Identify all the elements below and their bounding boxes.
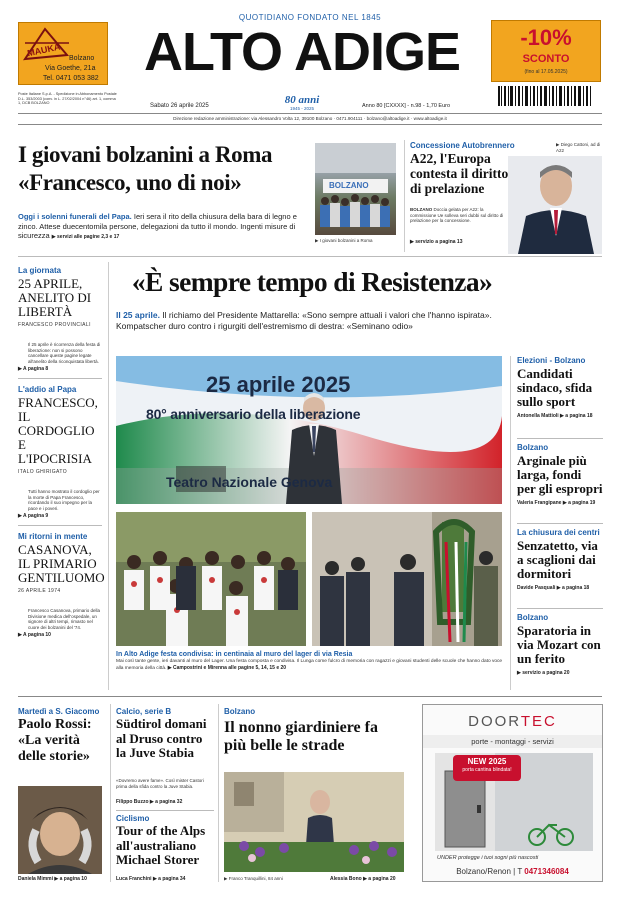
main-lead-bold: Il 25 aprile. (116, 310, 160, 320)
top-lead (18, 212, 312, 243)
students-icon (116, 512, 306, 646)
left-s2-headline[interactable]: FRANCESCO, IL CORDOGLIO E L'IPOCRISIA (18, 395, 98, 466)
masthead-address: Direzione redazione amministrazione: via Alessandro Volta 12, 39100 Bolzano · 0471.904111 · bolzano@altoadige.it · www.altoadige.it (173, 116, 447, 121)
main-lead-text: Il richiamo del Presidente Mattarella: «Sono sempre attuali i valori che l'hanno ispirata». Kompatscher duro contro i rigurgiti dell'estremismo di destra: «Seminano odio» (116, 310, 492, 331)
left-column (18, 262, 105, 692)
nonno-kicker: Bolzano (224, 707, 256, 716)
anni-logo (262, 94, 342, 111)
masthead-tagline: QUOTIDIANO FONDATO NEL 1845 (238, 13, 382, 22)
doortec-badge-2: porta cantina blindata! (462, 767, 512, 773)
right-item-3-headline[interactable]: Senzatetto, via a scaglioni dai dormitori (517, 538, 598, 581)
right-item-2-ref[interactable]: Valeria Frangipane ▶ a pagina 19 (517, 500, 596, 506)
a22-sub (410, 207, 504, 224)
left-s3-body: Francesco Casanova, primario della Divisione medica dell'ospedale, un signore di altri tempi, rimasto nel cuore dei bolzanini del '74. (28, 608, 101, 630)
rossi-kicker: Martedì a S. Giacomo (18, 707, 100, 716)
headline-top-1[interactable]: I giovani bolzanini a Roma (18, 142, 273, 167)
nonno-headline[interactable]: Il nonno giardiniere fa più belle le strade (224, 719, 378, 754)
sconto-pct: -10% (520, 25, 572, 50)
right-item-1-ref[interactable]: Antonella Mattioli ▶ a pagina 18 (517, 413, 593, 419)
main-caption (116, 652, 508, 672)
left-s3-kicker: Mi ritorni in mente (18, 532, 88, 541)
postal-notice: Poste Italiane S.p.A. - Spedizione in Abbonamento Postale D.L. 353/2003 (conv. in L. 27/02/2004 n°46) art. 1, comma 1, DCB BOLZANO (18, 92, 117, 105)
a22-sub-bold: BOLZANO (410, 207, 433, 212)
wreath-ceremony-icon (312, 512, 502, 646)
left-s3-ref[interactable]: ▶ A pagina 10 (18, 632, 51, 638)
gardener-icon (224, 772, 404, 872)
right-column (517, 356, 603, 692)
barcode-icon (498, 86, 598, 108)
anni-years: 1945 - 2025 (289, 106, 315, 111)
ad-sconto[interactable] (491, 20, 601, 82)
right-item-4[interactable] (517, 613, 603, 676)
photo-students (116, 512, 306, 646)
main-caption-text: Mai così tante gente, ieri davanti al muro del Lager. Una festa composta e condivisa. Il Lunga come fulcro di memoria con ragazzi e giovani studenti delle scuole che hanno dato voce alla memoria della città. (116, 659, 503, 671)
left-s1-body: Il 25 aprile è ricorrenza della festa di liberazione: non si possono cancellare queste pagine legate all'anelito della riconquistata libertà. (28, 342, 101, 364)
masthead-title: ALTO ADIGE (143, 22, 460, 82)
issue-date: Sabato 26 aprile 2025 (150, 103, 209, 109)
mauka-brand: MAUKA (26, 41, 62, 59)
masthead (0, 0, 620, 110)
doortec-logo-a: DOOR (468, 713, 521, 730)
photo-cattoni (508, 156, 602, 254)
photo-wreath (312, 512, 502, 646)
top-lead-text: Ieri sera il rito della chiusura della bara di legno e zinco. Attese duecentomila persone, delegazioni da tutto il mondo. Ingenti misure di sicurezza (18, 212, 297, 240)
a22-caption: ▶ Diego Cattoni, ad di A22 (556, 142, 601, 153)
right-item-3-kicker: La chiusura dei centri (517, 528, 600, 537)
doortec-footer: Bolzano/Renon | T 0471346084 (456, 867, 569, 876)
ciclismo-headline[interactable]: Tour of the Alps all'australiano Michael Storer (116, 823, 206, 867)
nonno-caption: ▶ Franco Tranquillini, 84 anni (224, 876, 283, 881)
right-item-1-kicker: Elezioni - Bolzano (517, 356, 586, 365)
photo-rome-youth (315, 143, 396, 235)
photo-paolo-rossi (18, 786, 102, 874)
ad-mauka[interactable] (18, 22, 108, 85)
doortec-badge (453, 755, 521, 781)
right-item-2[interactable] (517, 443, 603, 523)
issue-info: Anno 80 [CXXXX] - n.98 - 1,70 Euro (362, 103, 451, 109)
right-item-3-ref[interactable]: Davide Pasquali ▶ a pagina 18 (517, 585, 590, 591)
left-s1-ref[interactable]: ▶ A pagina 8 (18, 366, 49, 372)
ciclismo-ref[interactable]: Luca Franchini ▶ a pagina 34 (116, 876, 186, 882)
right-item-1-headline[interactable]: Candidati sindaco, sfida sullo sport (517, 366, 593, 409)
doortec-city: Bolzano/Renon (456, 867, 511, 876)
sconto-note: (fino al 17.05.2025) (524, 69, 568, 75)
left-s3-author: 26 APRILE 1974 (18, 588, 61, 594)
calcio-headline[interactable]: Südtirol domani al Druso contro la Juve Stabia (116, 716, 207, 760)
main-lead (116, 310, 508, 332)
doortec-logo-b: TEC (520, 713, 557, 730)
left-s1-author: FRANCESCO PROVINCIALI (18, 322, 91, 328)
ad-doortec[interactable] (422, 704, 603, 882)
right-item-1[interactable] (517, 356, 603, 438)
left-s2-author: ITALO GHIRIGATO (18, 469, 68, 475)
left-s2-ref[interactable]: ▶ A pagina 9 (18, 513, 49, 519)
nonno-ref[interactable]: Alessia Bono ▶ a pagina 20 (330, 876, 396, 882)
anni-label: 80 anni (284, 94, 320, 106)
banner-anniversary: 80° anniversario della liberazione (146, 406, 361, 422)
calcio-body: «Dovremo avere fame». Così mister Castori prima della sfida contro la Juve Stabia. (116, 778, 204, 789)
doortec-logo (423, 713, 602, 730)
doortec-services: porte - montaggi - servizi (423, 735, 602, 748)
left-s1-kicker: La giornata (18, 266, 62, 275)
photo-rome-caption: ▶ I giovani bolzanini a Roma (315, 238, 373, 243)
left-s2-body: Tutti hanno mostrato il cordoglio per la morte di Papa Francesco, ricordando il suo impegno per la pace e i poveri. (28, 489, 100, 511)
ciclismo-kicker: Ciclismo (116, 814, 150, 823)
banner-theatre: Teatro Nazionale Genova (166, 474, 333, 490)
a22-ref[interactable]: ▶ servizio a pagina 13 (410, 239, 463, 245)
doortec-tel: 0471346084 (524, 867, 569, 876)
right-item-4-kicker: Bolzano (517, 613, 549, 622)
photo-gardener (224, 772, 404, 872)
left-s3-headline[interactable]: CASANOVA, IL PRIMARIO GENTILUOMO (18, 542, 105, 585)
banner-date: 25 aprile 2025 (206, 372, 351, 397)
top-lead-bold: Oggi i solenni funerali del Papa. (18, 212, 132, 221)
headline-top-2[interactable]: «Francesco, uno di noi» (18, 170, 242, 195)
top-ref[interactable]: ▶ servizi alle pagine 2,3 e 17 (51, 234, 120, 240)
main-caption-bold: In Alto Adige festa condivisa: in centinaia al muro del lager di via Resia (116, 651, 353, 658)
left-s1-headline[interactable]: 25 APRILE, ANELITO DI LIBERTÀ (18, 276, 92, 319)
sconto-label: SCONTO (522, 53, 570, 65)
main-headline[interactable]: «È sempre tempo di Resistenza» (131, 266, 493, 297)
right-item-4-ref[interactable]: ▶ servizio a pagina 20 (517, 670, 570, 676)
mauka-city: Bolzano (69, 55, 95, 62)
calcio-ref[interactable]: Filippo Buzzo ▶ a pagina 32 (116, 799, 183, 805)
a22-kicker: Concessione Autobrennero (410, 141, 515, 150)
photo-mattarella (116, 356, 502, 504)
a22-headline[interactable]: A22, l'Europa contesta il diritto di prelazione (410, 151, 509, 196)
left-s2-kicker: L'addio al Papa (18, 385, 77, 394)
a22-sub-text: Doccia gelata per A22: la commissione Ue solleva seri dubbi sul diritto di prelazione per la concessione. (410, 207, 504, 223)
doortec-badge-1: NEW 2025 (467, 757, 507, 766)
photo-banner: BOLZANO (329, 181, 369, 190)
mauka-tel: Tel. 0471 053 382 (43, 75, 99, 82)
right-item-4-headline[interactable]: Sparatoria in via Mozart con un ferito (517, 623, 601, 666)
main-ref[interactable]: ▶ Campostrini e Mirenna alle pagine 5, 14, 15 e 20 (167, 665, 287, 671)
right-item-2-headline[interactable]: Arginale più larga, fondi per gli espropri (517, 453, 603, 496)
portrait-icon (508, 156, 602, 254)
rossi-ref[interactable]: Daniela Mimmi ▶ a pagina 10 (18, 876, 87, 882)
calcio-kicker: Calcio, serie B (116, 707, 172, 716)
right-item-3[interactable] (517, 528, 603, 608)
mauka-street: Via Goethe, 21a (45, 65, 96, 72)
portrait-icon (18, 786, 102, 874)
doortec-tagline: UNDER protegge i tuoi sogni più nascosti (437, 855, 539, 861)
right-item-2-kicker: Bolzano (517, 443, 549, 452)
rossi-headline[interactable]: Paolo Rossi: «La verità delle storie» (18, 717, 92, 764)
